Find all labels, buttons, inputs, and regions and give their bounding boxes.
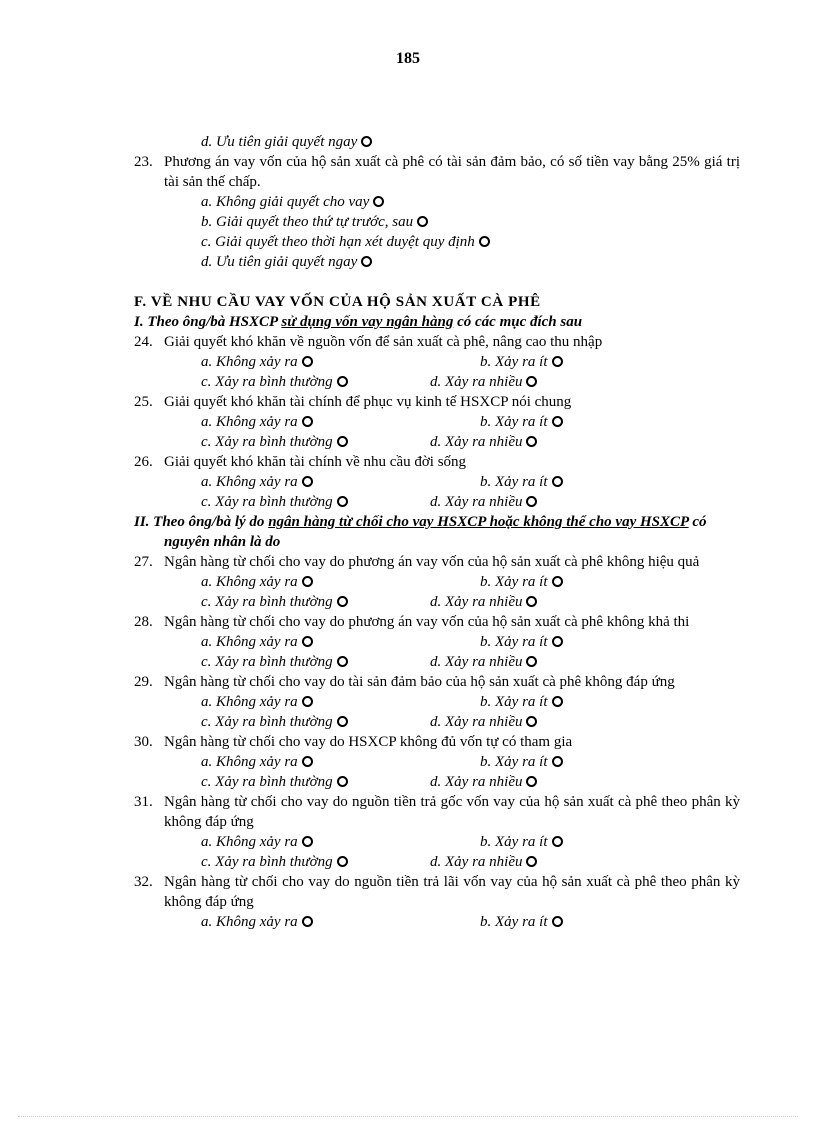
option-c [201, 492, 348, 512]
option-a [201, 472, 313, 492]
question-23 [134, 152, 740, 192]
option-c [201, 852, 348, 872]
option-label: d. Xảy ra nhiều [430, 374, 523, 390]
option-a [201, 632, 313, 652]
option-label: d. Ưu tiên giải quyết ngay [201, 134, 358, 150]
radio-circle-icon[interactable] [361, 256, 372, 267]
options-row-ab-q32 [134, 912, 740, 932]
option-a [201, 412, 313, 432]
option-label: c. Xảy ra bình thường [201, 774, 333, 790]
subsection-1-title [134, 312, 740, 332]
option-label: d. Xảy ra nhiều [430, 494, 523, 510]
option-label: a. Không xảy ra [201, 354, 298, 370]
option-d [430, 592, 537, 612]
question-text: Ngân hàng từ chối cho vay do nguồn tiền trả lãi vốn vay của hộ sản xuất cà phê theo phân kỳ không đáp ứng [164, 874, 740, 910]
option-label: a. Không xảy ra [201, 914, 298, 930]
radio-circle-icon[interactable] [302, 636, 313, 647]
question-number: 24. [134, 334, 153, 350]
options-row-cd [134, 372, 740, 392]
question-number: 25. [134, 394, 153, 410]
option-label: c. Xảy ra bình thường [201, 854, 333, 870]
question-number: 23. [134, 154, 153, 170]
option-c [201, 712, 348, 732]
option-c [201, 772, 348, 792]
option-b [480, 692, 563, 712]
question-item [134, 552, 740, 572]
radio-circle-icon[interactable] [337, 376, 348, 387]
radio-circle-icon[interactable] [302, 476, 313, 487]
question-item [134, 332, 740, 352]
radio-circle-icon[interactable] [337, 716, 348, 727]
question-number: 27. [134, 554, 153, 570]
option-b [480, 352, 563, 372]
radio-circle-icon[interactable] [552, 356, 563, 367]
option-label: d. Xảy ra nhiều [430, 854, 523, 870]
options-row-ab [134, 692, 740, 712]
options-row-ab [134, 832, 740, 852]
question-text: Giải quyết khó khăn về nguồn vốn để sản xuất cà phê, nâng cao thu nhập [164, 334, 603, 350]
options-row-cd [134, 652, 740, 672]
question-number: 26. [134, 454, 153, 470]
option-label: c. Xảy ra bình thường [201, 374, 333, 390]
radio-circle-icon[interactable] [337, 596, 348, 607]
subsection-underlined-text: ngân hàng từ chối cho vay HSXCP hoặc không thể cho vay HSXCP [268, 514, 689, 530]
radio-circle-icon[interactable] [337, 436, 348, 447]
option-label: b. Xảy ra ít [480, 694, 548, 710]
question-item [134, 732, 740, 752]
radio-circle-icon[interactable] [526, 656, 537, 667]
option-label: a. Không xảy ra [201, 834, 298, 850]
radio-circle-icon[interactable] [526, 496, 537, 507]
question-32 [134, 872, 740, 912]
option-d-q22 [134, 132, 740, 152]
question-number: 29. [134, 674, 153, 690]
question-item [134, 452, 740, 472]
options-row-ab [134, 472, 740, 492]
question-text: Ngân hàng từ chối cho vay do tài sản đảm bảo của hộ sản xuất cà phê không đáp ứng [164, 674, 675, 690]
option-b [480, 632, 563, 652]
options-row-cd [134, 492, 740, 512]
option-c-q23 [134, 232, 740, 252]
radio-circle-icon[interactable] [552, 576, 563, 587]
section-title: F. VỀ NHU CẦU VAY VỐN CỦA HỘ SẢN XUẤT CÀ PHÊ [134, 294, 541, 310]
radio-circle-icon[interactable] [302, 576, 313, 587]
question-number: 31. [134, 794, 153, 810]
question-number: 30. [134, 734, 153, 750]
option-label: a. Không xảy ra [201, 574, 298, 590]
option-label: a. Không xảy ra [201, 634, 298, 650]
option-label: d. Xảy ra nhiều [430, 774, 523, 790]
question-number: 28. [134, 614, 153, 630]
options-row-cd [134, 772, 740, 792]
option-d [430, 492, 537, 512]
option-label: b. Xảy ra ít [480, 574, 548, 590]
option-label: b. Xảy ra ít [480, 914, 548, 930]
option-label: a. Không xảy ra [201, 754, 298, 770]
option-a [201, 572, 313, 592]
radio-circle-icon[interactable] [302, 416, 313, 427]
radio-circle-icon[interactable] [302, 356, 313, 367]
radio-circle-icon[interactable] [526, 596, 537, 607]
option-d [430, 372, 537, 392]
option-label: b. Giải quyết theo thứ tự trước, sau [201, 214, 414, 230]
radio-circle-icon[interactable] [417, 216, 428, 227]
option-label: c. Xảy ra bình thường [201, 434, 333, 450]
options-row-cd [134, 852, 740, 872]
option-label: b. Xảy ra ít [480, 634, 548, 650]
option-label: c. Giải quyết theo thời hạn xét duyệt quy định [201, 234, 475, 250]
option-c [201, 372, 348, 392]
radio-circle-icon[interactable] [526, 856, 537, 867]
radio-circle-icon[interactable] [302, 756, 313, 767]
subsection-text: I. Theo ông/bà HSXCP [134, 314, 282, 330]
radio-circle-icon[interactable] [526, 716, 537, 727]
option-label: d. Ưu tiên giải quyết ngay [201, 254, 358, 270]
option-b [480, 832, 563, 852]
options-row-cd [134, 432, 740, 452]
question-item [134, 672, 740, 692]
questionnaire-content [134, 132, 740, 932]
option-b-q23 [134, 212, 740, 232]
options-row-ab [134, 572, 740, 592]
radio-circle-icon[interactable] [526, 776, 537, 787]
options-row-cd [134, 592, 740, 612]
option-d [430, 712, 537, 732]
option-label: c. Xảy ra bình thường [201, 494, 333, 510]
question-text: Giải quyết khó khăn tài chính để phục vụ kinh tế HSXCP nói chung [164, 394, 572, 410]
radio-circle-icon[interactable] [479, 236, 490, 247]
option-label: d. Xảy ra nhiều [430, 714, 523, 730]
option-d [430, 652, 537, 672]
radio-circle-icon[interactable] [361, 136, 372, 147]
option-a [201, 752, 313, 772]
option-c [201, 432, 348, 452]
option-label: a. Không xảy ra [201, 474, 298, 490]
page-bottom-rule [18, 1116, 798, 1117]
radio-circle-icon[interactable] [552, 756, 563, 767]
subsection-2-title [134, 512, 740, 552]
option-c [201, 592, 348, 612]
radio-circle-icon[interactable] [302, 696, 313, 707]
option-b [480, 572, 563, 592]
option-a-q23 [134, 192, 740, 212]
question-number: 32. [134, 874, 153, 890]
radio-circle-icon[interactable] [552, 476, 563, 487]
radio-circle-icon[interactable] [552, 916, 563, 927]
subsection-text: có nguyên nhân là do [164, 514, 707, 550]
option-d-q23 [134, 252, 740, 272]
radio-circle-icon[interactable] [526, 376, 537, 387]
options-row-ab [134, 752, 740, 772]
option-a [201, 692, 313, 712]
page-number: 185 [396, 50, 420, 67]
radio-circle-icon[interactable] [302, 836, 313, 847]
question-text: Phương án vay vốn của hộ sản xuất cà phê có tài sản đảm bảo, có số tiền vay bằng 25% giá trị tài sản thế chấp. [164, 154, 740, 190]
option-label: c. Xảy ra bình thường [201, 594, 333, 610]
question-item [134, 612, 740, 632]
option-d [430, 432, 537, 452]
option-b [480, 912, 563, 932]
radio-circle-icon[interactable] [302, 916, 313, 927]
options-row-ab [134, 412, 740, 432]
subsection-text: có các mục đích sau [453, 314, 583, 330]
option-label: c. Xảy ra bình thường [201, 714, 333, 730]
question-text: Ngân hàng từ chối cho vay do phương án vay vốn của hộ sản xuất cà phê không hiệu quả [164, 554, 700, 570]
part-2-questions [134, 552, 740, 872]
radio-circle-icon[interactable] [552, 416, 563, 427]
subsection-underlined-text: sử dụng vốn vay ngân hàng [281, 314, 454, 330]
option-c [201, 652, 348, 672]
option-label: b. Xảy ra ít [480, 354, 548, 370]
question-text: Ngân hàng từ chối cho vay do nguồn tiền trả gốc vốn vay của hộ sản xuất cà phê theo phân kỳ không đáp ứng [164, 794, 740, 830]
question-text: Giải quyết khó khăn tài chính về nhu cầu đời sống [164, 454, 467, 470]
option-label: a. Không xảy ra [201, 414, 298, 430]
option-b [480, 752, 563, 772]
radio-circle-icon[interactable] [337, 776, 348, 787]
option-label: c. Xảy ra bình thường [201, 654, 333, 670]
option-label: d. Xảy ra nhiều [430, 434, 523, 450]
options-row-cd [134, 712, 740, 732]
part-1-questions [134, 332, 740, 512]
option-a [201, 352, 313, 372]
radio-circle-icon[interactable] [552, 696, 563, 707]
option-b [480, 412, 563, 432]
option-label: a. Không giải quyết cho vay [201, 194, 370, 210]
option-label: b. Xảy ra ít [480, 414, 548, 430]
radio-circle-icon[interactable] [337, 496, 348, 507]
radio-circle-icon[interactable] [373, 196, 384, 207]
option-label: d. Xảy ra nhiều [430, 654, 523, 670]
option-a [201, 912, 313, 932]
question-text: Ngân hàng từ chối cho vay do HSXCP không đủ vốn tự có tham gia [164, 734, 573, 750]
question-item [134, 392, 740, 412]
option-label: d. Xảy ra nhiều [430, 594, 523, 610]
options-row-ab [134, 632, 740, 652]
option-d [430, 852, 537, 872]
radio-circle-icon[interactable] [552, 836, 563, 847]
option-a [201, 832, 313, 852]
question-text: Ngân hàng từ chối cho vay do phương án vay vốn của hộ sản xuất cà phê không khả thi [164, 614, 690, 630]
subsection-text: II. Theo ông/bà lý do [134, 514, 269, 530]
option-label: b. Xảy ra ít [480, 834, 548, 850]
option-label: b. Xảy ra ít [480, 754, 548, 770]
radio-circle-icon[interactable] [526, 436, 537, 447]
radio-circle-icon[interactable] [337, 656, 348, 667]
option-label: b. Xảy ra ít [480, 474, 548, 490]
option-label: a. Không xảy ra [201, 694, 298, 710]
radio-circle-icon[interactable] [552, 636, 563, 647]
option-d [430, 772, 537, 792]
question-item [134, 792, 740, 832]
option-b [480, 472, 563, 492]
options-row-ab [134, 352, 740, 372]
radio-circle-icon[interactable] [337, 856, 348, 867]
